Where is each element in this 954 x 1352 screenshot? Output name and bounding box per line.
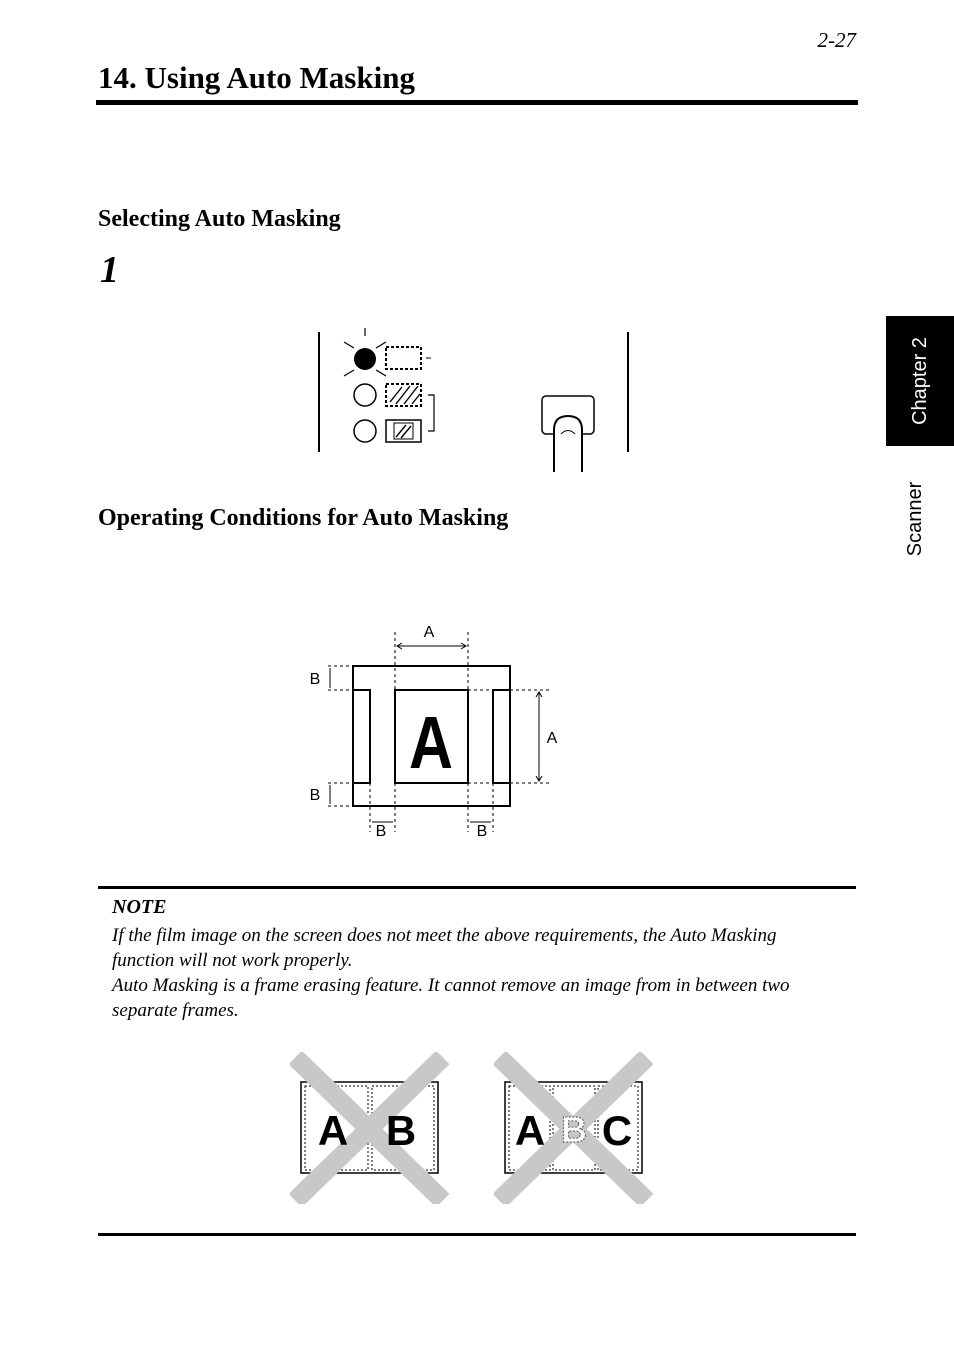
dimension-label-bottom-left: B: [375, 823, 387, 840]
bad-example-1: [290, 1052, 450, 1204]
frame-dimensions-diagram: [300, 620, 570, 842]
page-number: 2-27: [817, 28, 856, 52]
auto-masking-panel-illustration: [310, 326, 640, 476]
note-line: separate frames.: [112, 1000, 239, 1021]
dimension-label-bottom-right: B: [476, 823, 488, 840]
side-frame-right: [493, 690, 510, 783]
section-heading-selecting: Selecting Auto Masking: [98, 206, 341, 232]
indicator-led: [354, 384, 376, 406]
mask-mode-icon-3: [386, 420, 421, 442]
note-top-rule: [98, 886, 856, 889]
erased-frame-letter: B: [561, 1109, 587, 1150]
dimension-label-left-bottom: B: [309, 787, 321, 804]
dimension-label-right: A: [546, 730, 558, 747]
section-heading-operating-conditions: Operating Conditions for Auto Masking: [98, 505, 509, 531]
side-tab-chapter: Chapter 2: [909, 337, 931, 425]
step-number: 1: [100, 249, 119, 291]
mask-mode-icon-1: [386, 347, 421, 369]
note-bottom-rule: [98, 1233, 856, 1236]
frame-letter: A: [409, 701, 453, 784]
bad-example-2: [494, 1052, 654, 1204]
note-line: If the film image on the screen does not meet the above requirements, the Auto Masking: [112, 925, 777, 946]
frame-letter: C: [601, 1107, 633, 1154]
chapter-title: 14. Using Auto Masking: [98, 60, 415, 95]
frame-letter: A: [514, 1107, 546, 1154]
indicator-led: [354, 420, 376, 442]
frame-letter: B: [385, 1107, 417, 1154]
side-frame-left: [353, 690, 370, 783]
mask-mode-icon-2: [386, 384, 421, 406]
dimension-label-top: A: [423, 624, 435, 641]
indicator-led-lit: [354, 348, 376, 370]
note-line: function will not work properly.: [112, 950, 353, 971]
dimension-label-left-top: B: [309, 671, 321, 688]
note-line: Auto Masking is a frame erasing feature. It cannot remove an image from in between two: [112, 975, 790, 996]
note-label: NOTE: [112, 896, 167, 918]
title-rule: [96, 100, 858, 105]
frame-letter: A: [317, 1107, 349, 1154]
side-tab-section: Scanner: [904, 481, 926, 557]
finger-press-icon: [554, 416, 582, 472]
